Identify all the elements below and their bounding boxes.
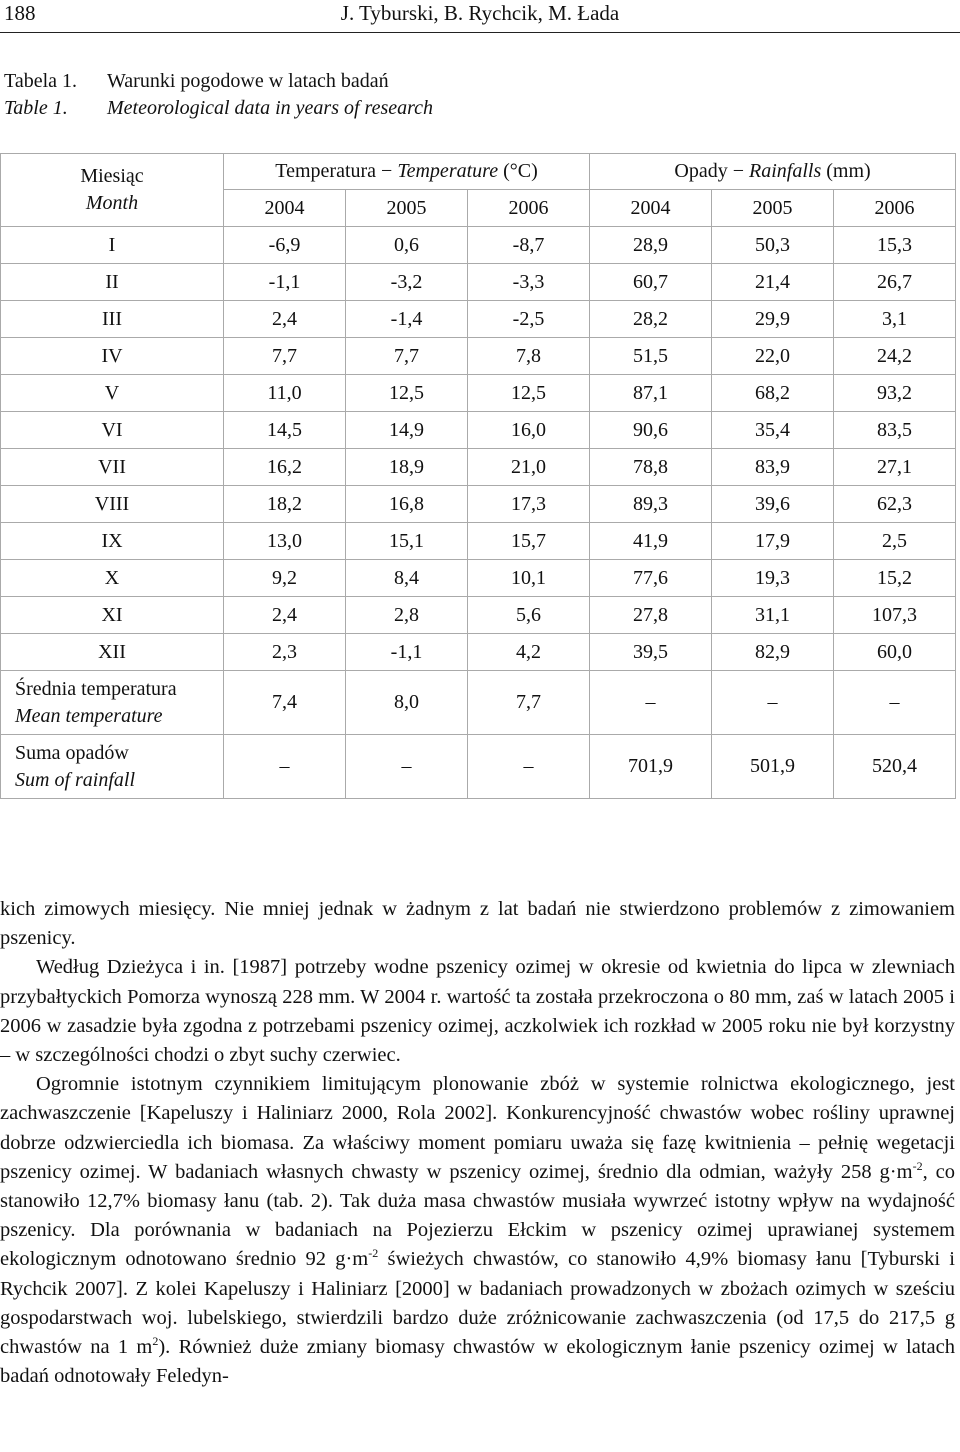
- table-row: [1, 338, 956, 375]
- table-cell: 60,0: [834, 634, 956, 671]
- table-cell: 7,8: [468, 338, 590, 375]
- table-cell: -1,4: [346, 301, 468, 338]
- year-header: 2006: [834, 190, 956, 227]
- month-cell: I: [1, 227, 224, 264]
- table-cell: 35,4: [712, 412, 834, 449]
- table-cell: 7,7: [468, 671, 590, 735]
- table-row: [1, 301, 956, 338]
- table-cell: 51,5: [590, 338, 712, 375]
- month-cell: III: [1, 301, 224, 338]
- table-cell: 5,6: [468, 597, 590, 634]
- table-cell: 22,0: [712, 338, 834, 375]
- table-cell: 7,4: [224, 671, 346, 735]
- table-cell: 2,3: [224, 634, 346, 671]
- table-cell: 18,9: [346, 449, 468, 486]
- table-row: [1, 375, 956, 412]
- table-cell: -8,7: [468, 227, 590, 264]
- table-row: [1, 560, 956, 597]
- table-cell: 2,4: [224, 301, 346, 338]
- year-header: 2005: [346, 190, 468, 227]
- table-row: [1, 227, 956, 264]
- table-label-pl: Tabela 1.: [4, 70, 78, 92]
- table-cell: 14,9: [346, 412, 468, 449]
- table-cell: 68,2: [712, 375, 834, 412]
- table-cell: 7,7: [346, 338, 468, 375]
- table-cell: 7,7: [224, 338, 346, 375]
- table-row: [1, 412, 956, 449]
- year-header: 2005: [712, 190, 834, 227]
- table-cell: 89,3: [590, 486, 712, 523]
- month-header-pl: Miesiąc: [80, 165, 144, 187]
- table-label-en: Table 1.: [4, 97, 68, 119]
- paragraph-1: kich zimowych miesięcy. Nie mniej jednak w żadnym z lat badań nie stwierdzono problemów z zimowaniem pszenicy.: [0, 898, 955, 950]
- table-cell: 2,5: [834, 523, 956, 560]
- mean-temperature-row-label: Średnia temperatura Mean temperature: [1, 671, 224, 735]
- year-header: 2006: [468, 190, 590, 227]
- table-cell: 39,6: [712, 486, 834, 523]
- table-cell: 21,0: [468, 449, 590, 486]
- sum-rainfall-row: [1, 735, 956, 799]
- table-cell: 28,9: [590, 227, 712, 264]
- table-cell: –: [834, 671, 956, 735]
- body-text: [0, 895, 955, 1391]
- table-cell: 16,0: [468, 412, 590, 449]
- sum-rainfall-row-label: Suma opadów Sum of rainfall: [1, 735, 224, 799]
- table-cell: 8,0: [346, 671, 468, 735]
- rainfall-header: Opady − Rainfalls (mm): [590, 154, 956, 190]
- table-cell: 41,9: [590, 523, 712, 560]
- table-cell: 16,8: [346, 486, 468, 523]
- paragraph-3: Ogromnie istotnym czynnikiem limitującym plonowanie zbóż w systemie rolnictwa ekologicznego, jest zachwaszczenie [Kapeluszy i Haliniarz 2000, Rola 2002]. Konkurencyjność chwastów wobec rośliny uprawnej dobrze odzwierciedla ich biomasa. Za właściwy moment pomiaru uważa się fazę kwitnienia – pełnię wegetacji pszenicy ozimej. W badaniach własnych chwasty w pszenicy ozimej, średnio dla odmian, ważyły 258 $g\cdot m^{-2}$, co stanowiło 12,7% biomasy łanu (tab. 2). Tak duża masa chwastów musiała wywrzeć istotny wpływ na wydajność pszenicy. Dla porównania w badaniach na Pojezierzu Ełckim w pszenicy ozimej uprawianej systemem ekologicznym odnotowano średnio 92 $g\cdot m^{-2}$ świeżych chwastów, co stanowiło 4,9% biomasy łanu [Tyburski i Rychcik 2007]. Z kolei Kapeluszy i Haliniarz [2000] w badaniach prowadzonych w zbożach ozimych w sześciu gospodarstwach woj. lubelskiego, stwierdzili bardzo duże zróżnicowanie zachwaszczenia (od 17,5 do 217,5 g chwastów na 1 $m^2$). Również duże zmiany biomasy chwastów w ekologicznym łanie pszenicy ozimej w latach badań odnotowały Feledyn-: [0, 1073, 955, 1388]
- table-row: [1, 634, 956, 671]
- table-title-en: Meteorological data in years of research: [107, 97, 434, 119]
- year-header: 2004: [224, 190, 346, 227]
- table-cell: -2,5: [468, 301, 590, 338]
- table-cell: 18,2: [224, 486, 346, 523]
- table-row: [1, 597, 956, 634]
- table-cell: 27,8: [590, 597, 712, 634]
- month-cell: X: [1, 560, 224, 597]
- month-cell: IV: [1, 338, 224, 375]
- table-cell: –: [346, 735, 468, 799]
- table-row: [1, 264, 956, 301]
- table-cell: 90,6: [590, 412, 712, 449]
- month-cell: V: [1, 375, 224, 412]
- table-cell: –: [224, 735, 346, 799]
- table-cell: 77,6: [590, 560, 712, 597]
- month-cell: IX: [1, 523, 224, 560]
- table-cell: 29,9: [712, 301, 834, 338]
- table-cell: -3,3: [468, 264, 590, 301]
- table-cell: 701,9: [590, 735, 712, 799]
- table-cell: 26,7: [834, 264, 956, 301]
- table-cell: 28,2: [590, 301, 712, 338]
- table-cell: 13,0: [224, 523, 346, 560]
- month-cell: VIII: [1, 486, 224, 523]
- table-cell: 15,3: [834, 227, 956, 264]
- table-cell: 4,2: [468, 634, 590, 671]
- table-cell: 93,2: [834, 375, 956, 412]
- table-cell: 87,1: [590, 375, 712, 412]
- paragraph-2: Według Dzieżyca i in. [1987] potrzeby wodne pszenicy ozimej w okresie od kwietnia do lipca w zlewniach przybałtyckich Pomorza wynoszą 228 mm. W 2004 r. wartość ta została przekroczona o 80 mm, zaś w latach 2005 i 2006 w zasadzie była zgodna z potrzebami pszenicy ozimej, aczkolwiek ich rozkład w 2005 roku nie był korzystny – w szczególności chodzi o zbyt suchy czerwiec.: [0, 956, 955, 1067]
- table-cell: 11,0: [224, 375, 346, 412]
- table-cell: 2,8: [346, 597, 468, 634]
- table-cell: -1,1: [346, 634, 468, 671]
- table-row: [1, 449, 956, 486]
- table-cell: -3,2: [346, 264, 468, 301]
- page-number: 188: [4, 1, 36, 25]
- year-header: 2004: [590, 190, 712, 227]
- table-row: [1, 523, 956, 560]
- month-cell: II: [1, 264, 224, 301]
- table-cell: 3,1: [834, 301, 956, 338]
- month-cell: VII: [1, 449, 224, 486]
- table-cell: 21,4: [712, 264, 834, 301]
- table-title-pl: Warunki pogodowe w latach badań: [107, 70, 389, 92]
- table-cell: 50,3: [712, 227, 834, 264]
- month-header: [1, 154, 224, 227]
- table-cell: 520,4: [834, 735, 956, 799]
- table-cell: 31,1: [712, 597, 834, 634]
- page-header: [0, 0, 960, 33]
- month-cell: XI: [1, 597, 224, 634]
- table-cell: 9,2: [224, 560, 346, 597]
- table-cell: 15,1: [346, 523, 468, 560]
- table-cell: –: [468, 735, 590, 799]
- temperature-header: Temperatura − Temperature (°C): [224, 154, 590, 190]
- table-cell: 8,4: [346, 560, 468, 597]
- table-cell: 15,2: [834, 560, 956, 597]
- table-cell: 14,5: [224, 412, 346, 449]
- table-cell: 10,1: [468, 560, 590, 597]
- table-cell: 60,7: [590, 264, 712, 301]
- table-cell: 19,3: [712, 560, 834, 597]
- table-cell: 107,3: [834, 597, 956, 634]
- table-cell: 24,2: [834, 338, 956, 375]
- table-cell: 17,9: [712, 523, 834, 560]
- table-cell: 83,9: [712, 449, 834, 486]
- table-cell: -6,9: [224, 227, 346, 264]
- table-cell: 12,5: [468, 375, 590, 412]
- month-header-en: Month: [85, 192, 139, 214]
- table-cell: 17,3: [468, 486, 590, 523]
- table-cell: 39,5: [590, 634, 712, 671]
- month-cell: XII: [1, 634, 224, 671]
- table-cell: 501,9: [712, 735, 834, 799]
- table-cell: 27,1: [834, 449, 956, 486]
- table-cell: 83,5: [834, 412, 956, 449]
- table-cell: 62,3: [834, 486, 956, 523]
- table-cell: –: [590, 671, 712, 735]
- weather-table: [0, 153, 956, 799]
- table-row: [1, 486, 956, 523]
- table-cell: 0,6: [346, 227, 468, 264]
- table-cell: 15,7: [468, 523, 590, 560]
- month-cell: VI: [1, 412, 224, 449]
- table-cell: 82,9: [712, 634, 834, 671]
- running-head-authors: J. Tyburski, B. Rychcik, M. Łada: [340, 1, 620, 25]
- table-cell: 16,2: [224, 449, 346, 486]
- table-cell: –: [712, 671, 834, 735]
- table-cell: 2,4: [224, 597, 346, 634]
- table-cell: 78,8: [590, 449, 712, 486]
- mean-temperature-row: [1, 671, 956, 735]
- table-cell: 12,5: [346, 375, 468, 412]
- table-cell: -1,1: [224, 264, 346, 301]
